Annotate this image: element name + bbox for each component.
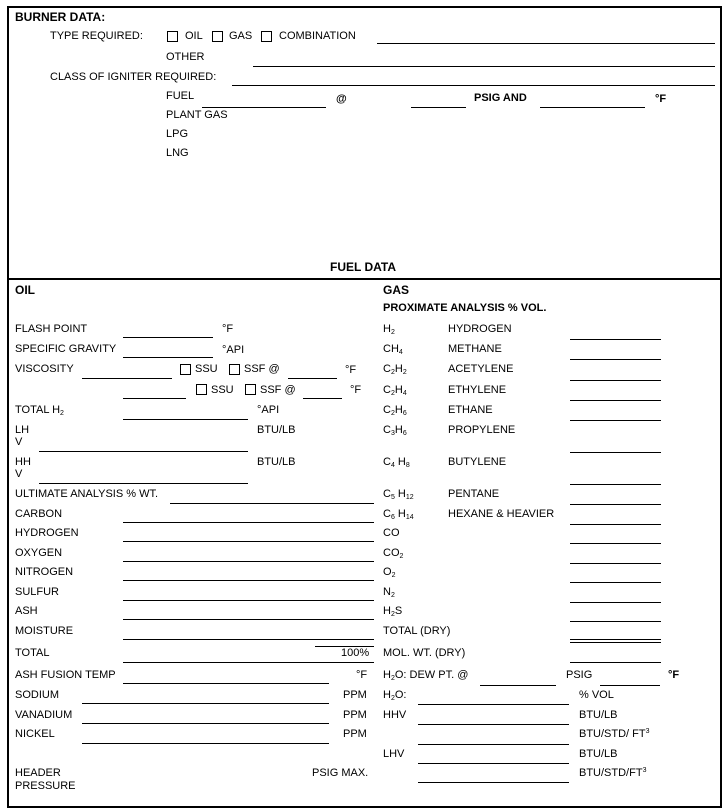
gas-component-line[interactable] [570, 621, 661, 622]
gas-component-name: ETHANE [448, 404, 493, 416]
gas-component-name: HEXANE & HEAVIER [448, 508, 555, 520]
type-required-line[interactable] [377, 43, 715, 44]
total-h2-unit: °API [257, 404, 280, 416]
gas-formula: $C_6$ $H_{14}$ [383, 508, 414, 521]
type-required-label: TYPE REQUIRED: [50, 30, 143, 42]
gas-formula: $CH_4$ [383, 343, 403, 356]
gas-component-line[interactable] [570, 602, 661, 603]
h2o-dew-point-label: $H_2O$: DEW PT. @ [383, 669, 469, 682]
gas-formula: $H_2S$ [383, 605, 403, 618]
lhv-label-top: LH [15, 424, 30, 436]
gas-hhv-volume-unit: BTU/STD/ $FT^3$ [579, 728, 650, 740]
ssf-at-label-1: SSF @ [244, 363, 280, 375]
gas-hhv-volume-line[interactable] [418, 744, 569, 745]
flash-point-label: FLASH POINT [15, 323, 88, 335]
lhv-line[interactable] [39, 451, 248, 452]
deg-f-unit: °F [655, 93, 667, 105]
carbon-line[interactable] [123, 522, 374, 523]
moisture-line[interactable] [123, 639, 374, 640]
total-h2-label: TOTAL $H_2$ [15, 404, 64, 417]
ssf-temp-line-2[interactable] [303, 398, 342, 399]
oil-checkbox[interactable] [167, 31, 178, 42]
h2o-vol-unit: % VOL [579, 689, 614, 701]
header-pressure-label-bottom: PRESSURE [15, 780, 76, 792]
gas-lhv-volume-unit: BTU/$STD/FT^3$ [579, 767, 647, 779]
gas-component-name: PROPYLENE [448, 424, 516, 436]
gas-formula: $H_2$ [383, 323, 395, 336]
sulfur-line[interactable] [123, 600, 374, 601]
psig-and-label: PSIG AND [474, 92, 527, 104]
gas-formula: $C_2H_2$ [383, 363, 407, 376]
nitrogen-label: NITROGEN [15, 566, 74, 578]
sodium-line[interactable] [82, 703, 329, 704]
other-line[interactable] [253, 66, 715, 67]
viscosity-line-1[interactable] [82, 378, 172, 379]
oil-option-label: OIL [185, 30, 203, 42]
moisture-label: MOISTURE [15, 625, 74, 637]
gas-component-line[interactable] [570, 380, 661, 381]
fuel-label: FUEL [166, 90, 195, 102]
gas-hhv-line[interactable] [418, 724, 569, 725]
gas-hhv-unit: BTU/LB [579, 709, 618, 721]
ash-fusion-unit: °F [356, 669, 368, 681]
gas-formula: $O_2$ [383, 566, 396, 579]
gas-component-name: METHANE [448, 343, 502, 355]
oxygen-line[interactable] [123, 561, 374, 562]
lhv-label-bottom: V [15, 436, 23, 448]
fuel-temp-line[interactable] [540, 107, 645, 108]
burner-data-frame [7, 6, 722, 280]
viscosity-line-2[interactable] [123, 398, 186, 399]
hhv-label-bottom: V [15, 468, 23, 480]
total-dry-line[interactable] [570, 639, 661, 640]
gas-formula: $C_5$ $H_{12}$ [383, 488, 414, 501]
flash-point-line[interactable] [123, 337, 213, 338]
fuel-option-plant-gas: PLANT GAS [166, 109, 228, 121]
gas-formula: $CO_2$ [383, 547, 404, 560]
gas-component-name: ACETYLENE [448, 363, 514, 375]
viscosity-label: VISCOSITY [15, 363, 74, 375]
h2o-vol-line[interactable] [418, 704, 569, 705]
vanadium-line[interactable] [82, 723, 329, 724]
gas-formula: CO [383, 527, 400, 539]
oxygen-label: OXYGEN [15, 547, 63, 559]
dew-point-deg-f: °F [668, 669, 680, 681]
at-symbol: @ [336, 93, 347, 105]
lhv-unit: BTU/LB [257, 424, 296, 436]
gas-formula: $C_3H_6$ [383, 424, 407, 437]
fuel-option-lpg: LPG [166, 128, 189, 140]
mol-wt-label: MOL. WT. (DRY) [383, 647, 466, 659]
vanadium-unit: PPM [343, 709, 367, 721]
hhv-line[interactable] [39, 483, 248, 484]
gas-component-name: HYDROGEN [448, 323, 512, 335]
gas-formula: $C_4$ $H_8$ [383, 456, 410, 469]
psig-max-unit: PSIG MAX. [312, 767, 369, 779]
flash-point-unit: °F [222, 323, 234, 335]
burner-data-title: BURNER DATA: [15, 10, 106, 24]
other-label: OTHER [166, 51, 205, 63]
specific-gravity-label: SPECIFIC GRAVITY [15, 343, 117, 355]
gas-component-line[interactable] [570, 582, 661, 583]
gas-component-line[interactable] [570, 484, 661, 485]
ssu-checkbox-2[interactable] [196, 384, 207, 395]
gas-component-line[interactable] [570, 400, 661, 401]
ash-fusion-label: ASH FUSION TEMP [15, 669, 116, 681]
ash-fusion-line[interactable] [123, 683, 329, 684]
igniter-class-label: CLASS OF IGNITER REQUIRED: [50, 71, 217, 83]
fuel-data-title: FUEL DATA [330, 260, 396, 274]
gas-formula: $N_2$ [383, 586, 395, 599]
ultimate-analysis-label: ULTIMATE ANALYSIS % WT. [15, 488, 159, 500]
gas-component-line[interactable] [570, 524, 661, 525]
gas-component-line[interactable] [570, 339, 661, 340]
ssf-temp-line-1[interactable] [288, 378, 337, 379]
sodium-unit: PPM [343, 689, 367, 701]
total-label: TOTAL [15, 647, 50, 659]
gas-component-name: BUTYLENE [448, 456, 507, 468]
gas-component-line[interactable] [570, 504, 661, 505]
nickel-label: NICKEL [15, 728, 55, 740]
header-pressure-label-top: HEADER [15, 767, 61, 779]
fuel-option-lng: LNG [166, 147, 189, 159]
gas-section-title: GAS [383, 283, 410, 297]
total-dry-label: TOTAL (DRY) [383, 625, 451, 637]
total-line[interactable] [123, 662, 374, 663]
ssu-label-1: SSU [195, 363, 218, 375]
carbon-label: CARBON [15, 508, 63, 520]
gas-formula: $C_2H_6$ [383, 404, 407, 417]
sodium-label: SODIUM [15, 689, 59, 701]
ssu-checkbox-1[interactable] [180, 364, 191, 375]
ssf-temp-unit-2: °F [350, 384, 362, 396]
ash-line[interactable] [123, 619, 374, 620]
sulfur-label: SULFUR [15, 586, 60, 598]
ssf-checkbox-2[interactable] [245, 384, 256, 395]
ssf-checkbox-1[interactable] [229, 364, 240, 375]
gas-component-name: PENTANE [448, 488, 500, 500]
nickel-line[interactable] [82, 743, 329, 744]
gas-component-line[interactable] [570, 420, 661, 421]
ash-label: ASH [15, 605, 38, 617]
gas-lhv-volume-line[interactable] [418, 782, 569, 783]
dew-point-temp-line[interactable] [600, 685, 660, 686]
ssf-at-label-2: SSF @ [260, 384, 296, 396]
gas-checkbox[interactable] [212, 31, 223, 42]
gas-component-line[interactable] [570, 563, 661, 564]
gas-component-line[interactable] [570, 543, 661, 544]
gas-option-label: GAS [229, 30, 253, 42]
gas-lhv-label: LHV [383, 748, 405, 760]
combination-option-label: COMBINATION [279, 30, 356, 42]
gas-lhv-unit: BTU/LB [579, 748, 618, 760]
dew-point-pressure-line[interactable] [480, 685, 556, 686]
total-h2-line[interactable] [123, 419, 248, 420]
nitrogen-line[interactable] [123, 580, 374, 581]
igniter-class-line[interactable] [232, 85, 715, 86]
gas-formula: $C_2H_4$ [383, 384, 407, 397]
hhv-label-top: HH [15, 456, 31, 468]
ultimate-analysis-line[interactable] [170, 503, 374, 504]
dew-point-psig-label: PSIG [566, 669, 593, 681]
gas-component-line[interactable] [570, 359, 661, 360]
mol-wt-line[interactable] [570, 662, 661, 663]
combination-checkbox[interactable] [261, 31, 272, 42]
oil-section-title: OIL [15, 283, 35, 297]
gas-component-name: ETHYLENE [448, 384, 507, 396]
proximate-analysis-label: PROXIMATE ANALYSIS % VOL. [383, 302, 547, 314]
specific-gravity-unit: °API [222, 344, 245, 356]
total-dry-line-double [570, 642, 661, 643]
ssf-temp-unit-1: °F [345, 364, 357, 376]
total-value: 100% [341, 647, 370, 659]
gas-hhv-label: HHV [383, 709, 407, 721]
fuel-pressure-line[interactable] [411, 107, 466, 108]
hhv-unit: BTU/LB [257, 456, 296, 468]
hydrogen-label: HYDROGEN [15, 527, 79, 539]
gas-lhv-line[interactable] [418, 763, 569, 764]
h2o-vol-label: $H_2O$: [383, 689, 407, 702]
vanadium-label: VANADIUM [15, 709, 73, 721]
nickel-unit: PPM [343, 728, 367, 740]
specific-gravity-line[interactable] [123, 357, 213, 358]
fuel-line[interactable] [202, 107, 326, 108]
gas-component-line[interactable] [570, 452, 661, 453]
ssu-label-2: SSU [211, 384, 234, 396]
hydrogen-line[interactable] [123, 541, 374, 542]
